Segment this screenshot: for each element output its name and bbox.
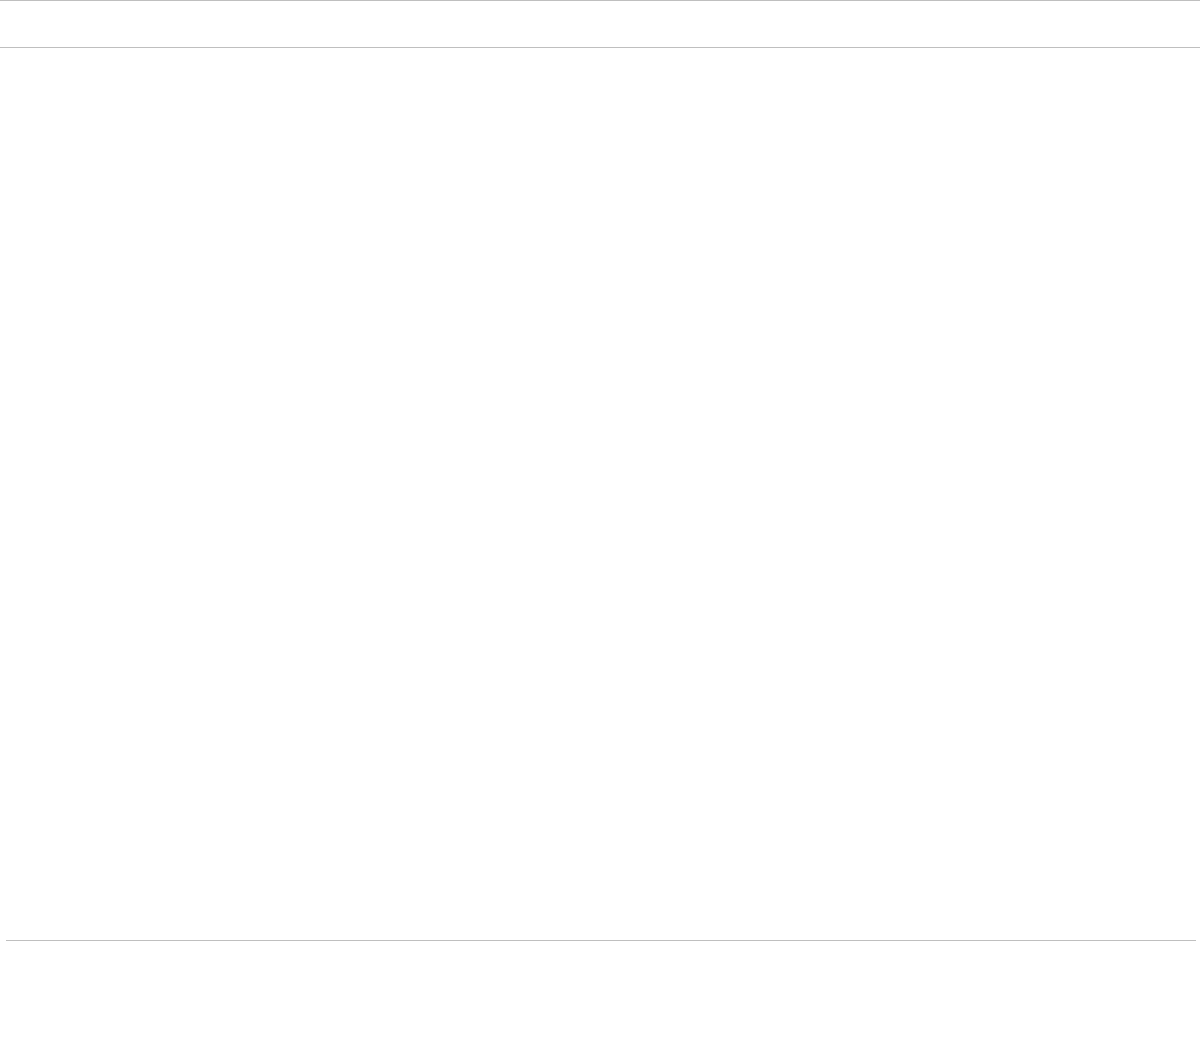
crop-rotation-table [0,0,1200,48]
table-header [0,0,1200,48]
table-footnote [6,940,1196,945]
